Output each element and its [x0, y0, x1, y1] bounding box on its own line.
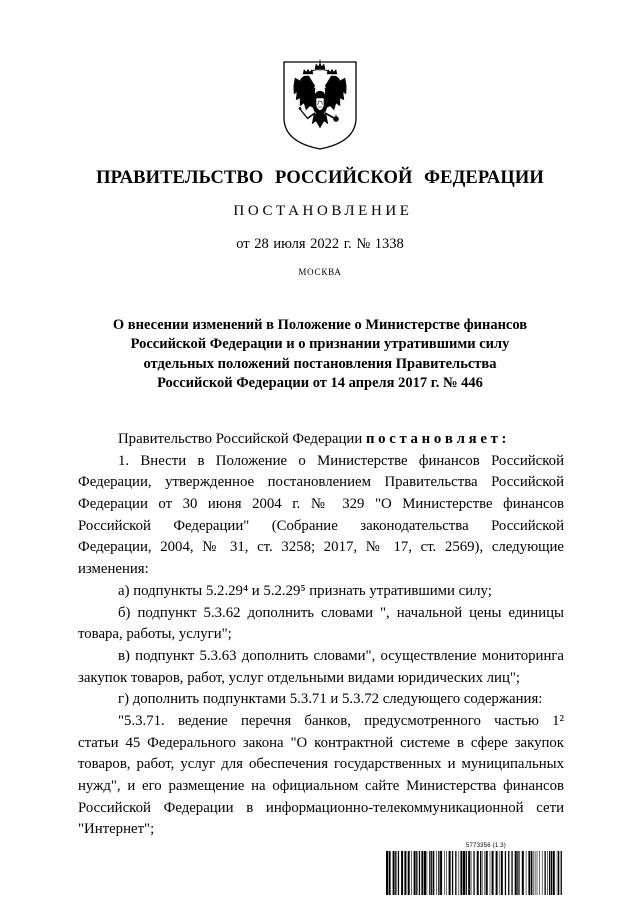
barcode — [386, 851, 562, 895]
barcode-bar — [499, 851, 500, 895]
barcode-bar — [531, 851, 532, 895]
barcode-bar — [421, 851, 423, 895]
barcode-bar — [539, 851, 540, 895]
barcode-bar — [542, 851, 543, 895]
document-type: ПОСТАНОВЛЕНИЕ — [233, 203, 413, 219]
barcode-bar — [486, 851, 488, 895]
barcode-bar — [490, 851, 491, 895]
barcode-bar — [460, 851, 462, 895]
body-line: а) подпункты 5.2.29⁴ и 5.2.29⁵ признать утратившими силу; — [118, 582, 492, 599]
body-line: статьи 45 Федерального закона "О контрактной системе в сфере закупок — [78, 734, 564, 751]
barcode-bar — [411, 851, 412, 895]
barcode-bar — [558, 851, 559, 895]
body-line-intro — [78, 429, 564, 451]
body-line: Федерации от 30 июня 2004 г. № 329 "О Министерстве финансов — [78, 496, 564, 513]
barcode-bar — [533, 851, 534, 895]
barcode-label: 5773356 (1.3) — [466, 843, 506, 849]
barcode-bar — [535, 851, 536, 895]
barcode-bar — [398, 851, 399, 895]
body-line: б) подпункт 5.3.62 дополнить словами ", начальной цены единицы — [118, 604, 564, 621]
barcode-bar — [416, 851, 417, 895]
barcode-bar — [459, 851, 460, 895]
barcode-bar — [427, 851, 428, 895]
body-line: г) дополнить подпунктами 5.3.71 и 5.3.72 следующего содержания: — [118, 691, 543, 708]
barcode-bar — [547, 851, 548, 895]
barcode-bar — [485, 851, 486, 895]
body-line: товаров, работ, услуг для обеспечения государственных и муниципальных — [78, 756, 564, 773]
barcode-bar — [545, 851, 546, 895]
barcode-bar — [446, 851, 447, 895]
body-line: нужд", и его размещение на официальном сайте Министерства финансов — [78, 778, 564, 794]
barcode-bar — [386, 851, 388, 895]
body-line: Российской Федерации" (Собрание законодательства Российской — [78, 517, 564, 534]
date-and-number: от 28 июля 2022 г. № 1338 — [236, 236, 404, 252]
barcode-bar — [505, 851, 506, 895]
body-line: "5.3.71. ведение перечня банков, предусмотренного частью 1² — [118, 712, 564, 729]
barcode-bar — [551, 851, 552, 895]
intro-emphasis: п о с т а н о в л я е т : — [365, 431, 507, 447]
barcode-bar — [511, 851, 512, 895]
barcode-bar — [393, 851, 395, 895]
barcode-bar — [553, 851, 555, 895]
barcode-bar — [408, 851, 410, 895]
body-line: закупок товаров, работ, услуг отдельными видами юридических лиц"; — [78, 669, 521, 686]
barcode-bar — [444, 851, 445, 895]
barcode-bar — [389, 851, 391, 895]
barcode-bar — [482, 851, 483, 895]
barcode-bar — [501, 851, 503, 895]
body-line: изменения: — [78, 561, 149, 578]
barcode-bar — [438, 851, 439, 895]
body-line: Федерации, утвержденное постановлением Правительства Российской — [78, 474, 564, 491]
barcode-bar — [452, 851, 453, 895]
barcode-bar — [492, 851, 494, 895]
barcode-bar — [515, 851, 517, 895]
barcode-bar — [517, 851, 518, 895]
document-body — [78, 429, 564, 841]
barcode-bar — [433, 851, 434, 895]
barcode-bar — [449, 851, 451, 895]
body-line: товара, работы, услуги"; — [78, 626, 232, 643]
barcode-bar — [431, 851, 432, 895]
intro-text: Правительство Российской Федерации — [118, 431, 366, 447]
body-line: 1. Внести в Положение о Министерстве финансов Российской — [118, 452, 564, 469]
body-line: в) подпункт 5.3.63 дополнить словами", осуществление мониторинга — [118, 647, 564, 664]
government-name: ПРАВИТЕЛЬСТВО РОССИЙСКОЙ ФЕДЕРАЦИИ — [96, 168, 544, 188]
barcode-bar — [549, 851, 550, 895]
barcode-bar — [526, 851, 527, 895]
barcode-bar — [440, 851, 442, 895]
barcode-bar — [419, 851, 420, 895]
title-line: Российской Федерации от 14 апреля 2017 г. № 446 — [157, 374, 483, 391]
barcode-bar — [557, 851, 558, 895]
coat-of-arms-icon — [279, 58, 361, 152]
barcode-bar — [436, 851, 437, 895]
barcode-bar — [429, 851, 430, 895]
barcode-bar — [522, 851, 524, 895]
barcode-bar — [414, 851, 416, 895]
barcode-bar — [404, 851, 406, 895]
barcode-bar — [519, 851, 520, 895]
barcode-bar — [537, 851, 538, 895]
barcode-bar — [528, 851, 530, 895]
title-line: О внесении изменений в Положение о Министерстве финансов — [112, 317, 528, 333]
body-line: Российской Федерации в информационно-телекоммуникационной сети — [78, 799, 564, 816]
barcode-bar — [471, 851, 472, 895]
barcode-bar — [561, 851, 562, 895]
barcode-bar — [508, 851, 509, 895]
barcode-bar — [477, 851, 479, 895]
barcode-bar — [401, 851, 403, 895]
barcode-bar — [496, 851, 498, 895]
barcode-bar — [463, 851, 465, 895]
barcode-bar — [473, 851, 474, 895]
barcode-bar — [480, 851, 481, 895]
body-line: Федерации, 2004, № 31, ст. 3258; 2017, № 17, ст. 2569), следующие — [78, 539, 564, 556]
barcode-bar — [395, 851, 396, 895]
barcode-bar — [424, 851, 426, 895]
barcode-bar — [468, 851, 470, 895]
document-title — [0, 316, 640, 393]
barcode-bar — [466, 851, 467, 895]
city: МОСКВА — [298, 267, 342, 277]
title-line: Российской Федерации и о признании утратившими силу — [130, 336, 510, 353]
body-line: "Интернет"; — [78, 821, 155, 838]
barcode-bar — [455, 851, 456, 895]
title-line: отдельных положений постановления Правительства — [143, 355, 497, 372]
